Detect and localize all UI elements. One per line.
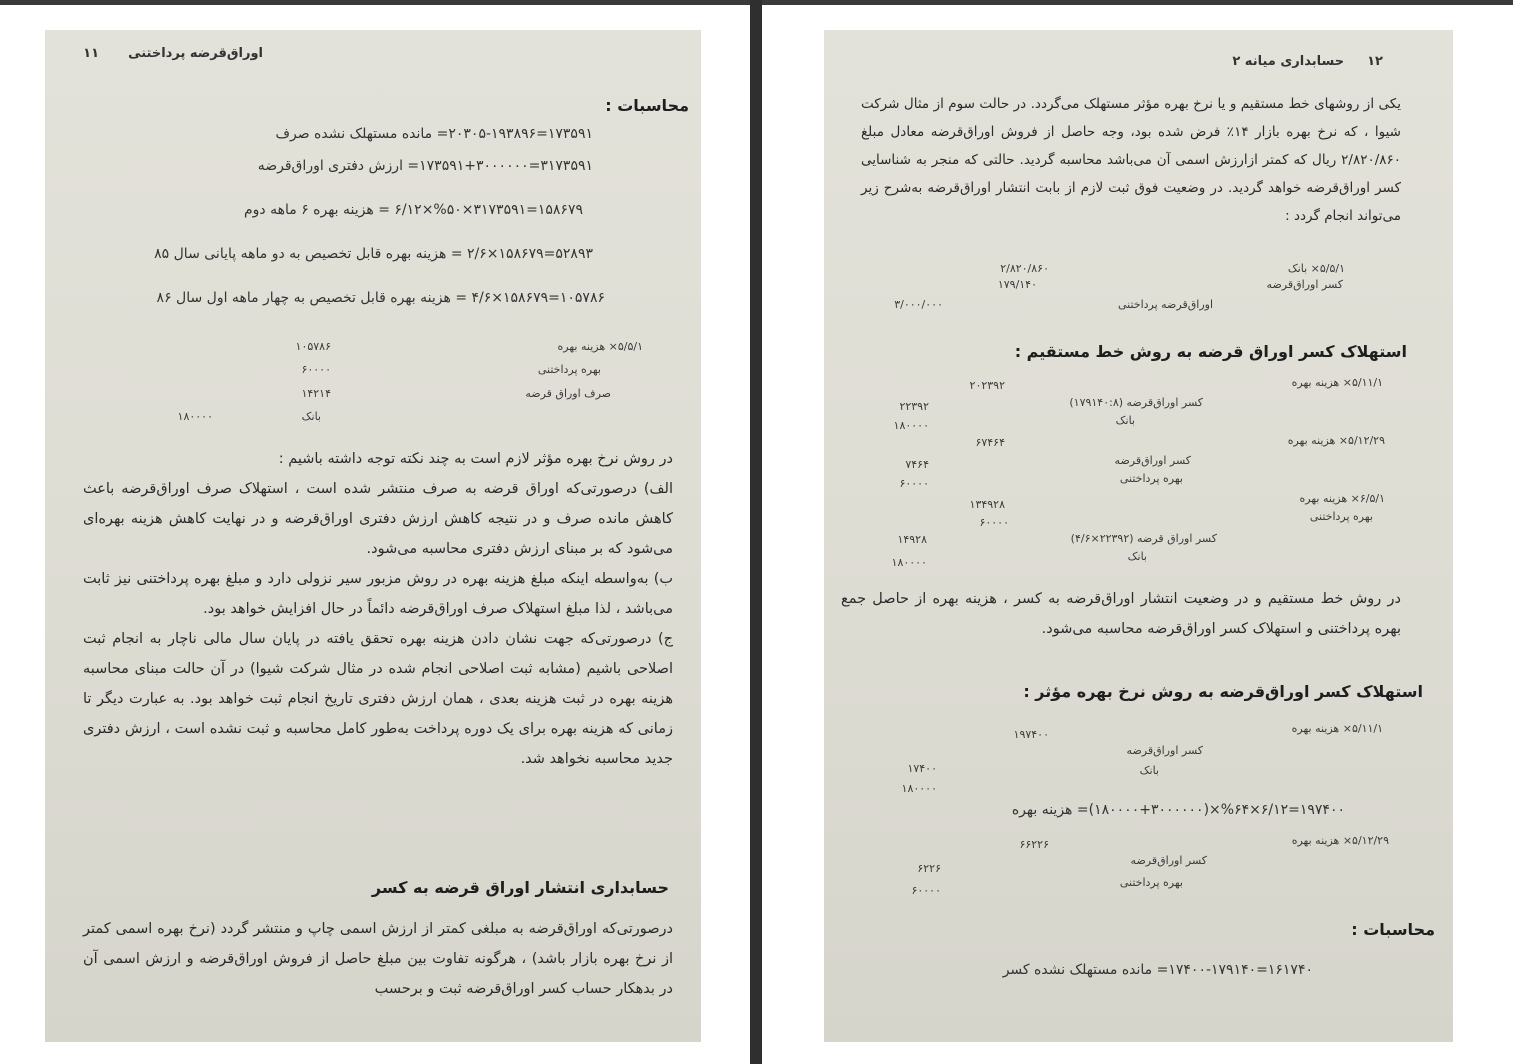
- formula-line: ۱۹۷۴۰۰=۶/۱۲×%۶۴×(۱۸۰۰۰۰+۳۰۰۰۰۰۰)= هزینه بهره: [1011, 802, 1345, 818]
- right-page: [824, 30, 1453, 1042]
- journal-account: بهره پرداختنی: [1119, 472, 1183, 485]
- page-number: ۱۲: [1367, 54, 1383, 69]
- body-paragraphs: [83, 444, 673, 774]
- paragraph: ج) درصورتی‌که جهت نشان دادن هزینه بهره تحقق یافته در پایان سال مالی ناچار به انجام ثبت اصلاحی باشیم (مشابه ثبت اصلاحی انجام شده در مثال شرکت شیوا) در آن حالت مبنای محاسبه هزینه بهره در ثبت هزینه بعدی ، همان ارزش دفتری تاریخ انجام ثبت خواهد بود. به عبارت دیگر تا زمانی که هزینه بهره برای یک دوره پرداخت به‌طور کامل محاسبه و ثبت نشده است ، ارزش دفتری جدید محاسبه نخواهد شد.: [83, 631, 673, 767]
- journal-date: ۶/۵/۱× هزینه بهره: [1299, 492, 1385, 505]
- journal-account: کسر اوراق‌قرضه: [1266, 278, 1343, 291]
- journal-credit: ۶۲۲۶: [917, 862, 941, 875]
- journal-credit: ۱۸۰۰۰۰: [901, 782, 937, 795]
- journal-debit: ۱۳۴۹۲۸: [969, 498, 1005, 511]
- section-paragraph: [83, 914, 673, 1004]
- journal-debit: ۶۰۰۰۰: [979, 516, 1009, 529]
- calc-line: ۱۰۵۷۸۶=۱۵۸۶۷۹×۴/۶ = هزینه بهره قابل تخصیص به چهار ماهه اول سال ۸۶: [156, 290, 605, 306]
- page-title: اوراق‌قرضه پرداختنی: [128, 46, 263, 61]
- page-header: [83, 46, 263, 61]
- journal-debit: ۶۰۰۰۰: [301, 363, 331, 376]
- journal-credit: ۱۸۰۰۰۰: [891, 556, 927, 569]
- journal-date: ۵/۱۱/۱× هزینه بهره: [1291, 722, 1383, 735]
- paragraph: الف) درصورتی‌که اوراق قرضه به صرف منتشر شده است ، استهلاک صرف اوراق‌قرضه باعث کاهش مانده صرف و در نتیجه کاهش ارزش دفتری اوراق‌قرضه و در نهایت کاهش هزینه بهره‌ای می‌شود که بر مبنای ارزش دفتری محاسبه می‌شود.: [83, 481, 673, 557]
- left-page: [45, 30, 701, 1042]
- calc-line: ۳۱۷۳۵۹۱=۱۷۳۵۹۱+۳۰۰۰۰۰۰= ارزش دفتری اوراق‌قرضه: [257, 158, 593, 174]
- intro-paragraph: [861, 90, 1401, 230]
- journal-account: بهره پرداختنی: [1309, 510, 1373, 523]
- journal-account: کسر اوراق‌قرضه: [1114, 454, 1191, 467]
- paragraph: یکی از روشهای خط مستقیم و یا نرخ بهره مؤثر مستهلک می‌گردد. در حالت سوم از مثال شرکت شیوا ، که نرخ بهره بازار ۱۴٪ فرض شده بود، وجه حاصل از فروش اوراق‌قرضه معادل مبلغ ۲/۸۲۰/۸۶۰ ریال که کمتر ازارزش اسمی آن می‌باشد محاسبه گردید. حالتی که منجر به شناسایی کسر اوراق‌قرضه خواهد گردید. در وضعیت فوق ثبت لازم از بابت انتشار اوراق‌قرضه به‌شرح زیر می‌تواند انجام گردد :: [861, 96, 1401, 224]
- journal-account: بهره پرداختنی: [537, 363, 601, 376]
- journal-account: بانک: [1127, 550, 1147, 563]
- page-title: حسابداری میانه ۲: [1232, 54, 1345, 69]
- journal-credit: ۶۰۰۰۰: [911, 884, 941, 897]
- journal-date: ۵/۵/۱× هزینه بهره: [557, 340, 643, 353]
- calc-line: ۱۷۳۵۹۱=۲۰۳۰۵-۱۹۳۸۹۶= مانده مستهلک نشده صرف: [275, 126, 593, 142]
- journal-credit: ۱۴۹۲۸: [897, 533, 927, 546]
- calc-heading: محاسبات :: [605, 96, 689, 115]
- journal-debit: ۲۰۲۳۹۲: [969, 379, 1005, 392]
- journal-credit: ۱۸۰۰۰۰: [893, 419, 929, 432]
- journal-account: کسر اوراق‌قرضه: [1130, 854, 1207, 867]
- journal-account: بانک: [1115, 414, 1135, 427]
- calc-heading: محاسبات :: [1351, 920, 1435, 939]
- calc-line: ۱۶۱۷۴۰=۱۷۴۰۰-۱۷۹۱۴۰= مانده مستهلک نشده کسر: [1002, 962, 1313, 978]
- calc-line: ۵۲۸۹۳=۱۵۸۶۷۹×۲/۶ = هزینه بهره قابل تخصیص به دو ماهه پایانی سال ۸۵: [154, 246, 593, 262]
- journal-credit: ۲۲۳۹۲: [899, 400, 929, 413]
- section-heading: حسابداری انتشار اوراق قرضه به کسر: [371, 878, 669, 897]
- paragraph: درصورتی‌که اوراق‌قرضه به مبلغی کمتر از ارزش اسمی چاپ و منتشر گردد (نرخ بهره اسمی کمتر از نرخ بهره بازار باشد) ، هرگونه تفاوت بین مبلغ حاصل از فروش اوراق‌قرضه و ارزش اسمی آن در بدهکار حساب کسر اوراق‌قرضه ثبت و برحسب: [83, 921, 673, 997]
- journal-credit: ۱۷۴۰۰: [907, 762, 937, 775]
- journal-account: کسر اوراق قرضه (۲۲۳۹۲×۴/۶): [1070, 532, 1217, 545]
- section-heading: استهلاک کسر اوراق‌قرضه به روش نرخ بهره مؤثر :: [1023, 682, 1423, 701]
- journal-credit: ۱۸۰۰۰۰: [177, 410, 213, 423]
- journal-date: ۵/۱۱/۱× هزینه بهره: [1291, 376, 1383, 389]
- section-heading: استهلاک کسر اوراق قرضه به روش خط مستقیم :: [1014, 342, 1407, 361]
- paragraph: ب) به‌واسطه اینکه مبلغ هزینه بهره در روش مزبور سیر نزولی دارد و مبلغ بهره پرداختنی نیز ثابت می‌باشد ، لذا مبلغ استهلاک صرف اوراق‌قرضه دائماً در حال افزایش خواهد بود.: [83, 571, 673, 617]
- journal-debit: ۲/۸۲۰/۸۶۰: [1000, 262, 1049, 275]
- calc-line: ۱۵۸۶۷۹=۳۱۷۳۵۹۱×%۵۰×۶/۱۲ = هزینه بهره ۶ ماهه دوم: [243, 202, 583, 218]
- journal-debit: ۶۶۲۲۶: [1019, 838, 1049, 851]
- journal-credit: ۷۴۶۴: [905, 458, 929, 471]
- journal-account: کسر اوراق‌قرضه (۱۷۹۱۴۰:۸): [1069, 396, 1203, 409]
- journal-debit: ۱۷۹/۱۴۰: [997, 278, 1037, 291]
- journal-debit: ۱۴۲۱۴: [301, 387, 331, 400]
- paragraph: در روش خط مستقیم و در وضعیت انتشار اوراق‌قرضه به کسر ، هزینه بهره از حاصل جمع بهره پرداختنی و استهلاک کسر اوراق‌قرضه محاسبه می‌شود.: [841, 591, 1401, 637]
- sl-paragraph: [841, 584, 1401, 644]
- book-gutter: [750, 0, 762, 1064]
- journal-credit: ۶۰۰۰۰: [899, 477, 929, 490]
- journal-account: اوراق‌قرضه پرداختنی: [1117, 298, 1213, 311]
- journal-account: کسر اوراق‌قرضه: [1126, 744, 1203, 757]
- journal-debit: ۱۰۵۷۸۶: [295, 340, 331, 353]
- journal-debit: ۱۹۷۴۰۰: [1013, 728, 1049, 741]
- journal-account: بانک: [301, 410, 321, 423]
- journal-debit: ۶۷۴۶۴: [975, 436, 1005, 449]
- page-header: [1232, 54, 1383, 69]
- journal-account: بهره پرداختنی: [1119, 876, 1183, 889]
- journal-date: ۵/۱۲/۲۹× هزینه بهره: [1291, 834, 1389, 847]
- journal-date: ۵/۱۲/۲۹× هزینه بهره: [1287, 434, 1385, 447]
- journal-account: صرف اوراق قرضه: [525, 387, 611, 400]
- journal-credit: ۳/۰۰۰/۰۰۰: [894, 298, 943, 311]
- paragraph: در روش نرخ بهره مؤثر لازم است به چند نکته توجه داشته باشیم :: [278, 451, 673, 467]
- journal-account: بانک: [1139, 764, 1159, 777]
- journal-date: ۵/۵/۱× بانک: [1287, 262, 1345, 275]
- page-number: ۱۱: [83, 46, 100, 61]
